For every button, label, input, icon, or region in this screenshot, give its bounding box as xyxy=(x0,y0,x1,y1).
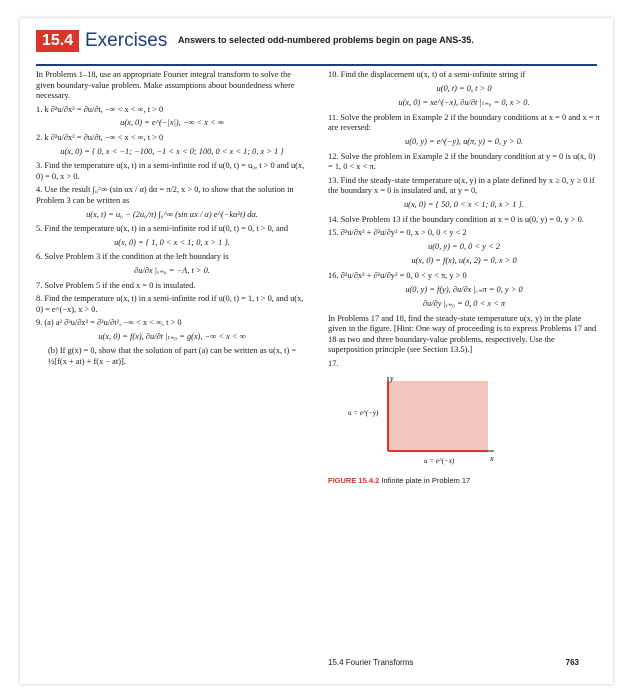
problem-10-boundary: u(0, t) = 0, t > 0 xyxy=(436,83,492,93)
problem-12: 12. Solve the problem in Example 2 if the boundary condition at y = 0 is u(x, 0) = 1, 0 < x < π. xyxy=(328,151,596,172)
problem-16-bc1: u(0, y) = f(y), ∂u/∂x |ₓ₌π = 0, y > 0 xyxy=(405,284,523,294)
problem-15-bc1: u(0, y) = 0, 0 < y < 2 xyxy=(428,241,500,251)
problem-1-initial-condition: u(x, 0) = e^(−|x|), −∞ < x < ∞ xyxy=(120,118,224,128)
problem-15-bc2: u(x, 0) = f(x), u(x, 2) = 0, x > 0 xyxy=(411,256,517,266)
right-column xyxy=(328,70,600,494)
problem-3: 3. Find the temperature u(x, t) in a semi-infinite rod if u(0, t) = u₀, t > 0 and u(x, 0) = 0, x > 0. xyxy=(36,161,305,181)
section-number-badge: 15.4 xyxy=(36,30,79,52)
problem-14: 14. Solve Problem 13 if the boundary condition at x = 0 is u(0, y) = 0, y > 0. xyxy=(328,214,584,224)
page-number: 763 xyxy=(565,658,579,667)
y-axis-label: y xyxy=(390,373,394,383)
answers-note: Answers to selected odd-numbered problems begin on page ANS-35. xyxy=(178,35,474,45)
figure-caption-label: FIGURE 15.4.2 xyxy=(328,476,380,486)
problem-4-equation: u(x, t) = u₀ − (2u₀/π) ∫₀^∞ (sin αx / α) e^(−kα²t) dα. xyxy=(86,209,258,219)
plate-region xyxy=(388,381,488,451)
figure-caption xyxy=(328,476,600,487)
problem-10-initial: u(x, 0) = xe^(−x), ∂u/∂t |ₜ₌₀ = 0, x > 0. xyxy=(398,98,530,108)
textbook-page xyxy=(20,18,613,684)
section-title: Exercises xyxy=(85,30,168,51)
problem-13: 13. Find the steady-state temperature u(x, y) in a plate defined by x ≥ 0, y ≥ 0 if the boundary x = 0 is insulated and, at y = 0, xyxy=(328,175,595,196)
problem-9b: (b) If g(x) = 0, show that the solution of part (a) can be written as u(x, t) = ½[f(x + at) + f(x − at)]. xyxy=(48,346,297,367)
problem-10: 10. Find the displacement u(x, t) of a semi-infinite string if xyxy=(328,70,526,79)
problems-17-18-intro: In Problems 17 and 18, find the steady-state temperature u(x, y) in the plate given in the figure. [Hint: One way of proceeding is to express Problems 17 and 18 as two and three boundary-value problems, respectively. Use the superposition principle (see Section 13.5).] xyxy=(328,313,597,355)
problem-11: 11. Solve the problem in Example 2 if the boundary conditions at x = 0 and x = π are reversed: xyxy=(328,112,600,133)
plate-diagram xyxy=(348,373,498,469)
problem-5: 5. Find the temperature u(x, t) in a semi-infinite rod if u(0, t) = 0, t > 0, and xyxy=(36,224,289,234)
figure-caption-text: Infinite plate in Problem 17 xyxy=(381,476,471,486)
problem-9a-conditions: u(x, 0) = f(x), ∂u/∂t |ₜ₌₀ = g(x), −∞ < x < ∞ xyxy=(98,331,246,341)
problem-6: 6. Solve Problem 3 if the condition at the left boundary is xyxy=(36,252,229,262)
problem-6-boundary-condition: ∂u/∂x |ₓ₌₀ = −A, t > 0. xyxy=(134,265,210,275)
problem-16-equation: 16. ∂²u/∂x² + ∂²u/∂y² = 0, 0 < y < π, y > 0 xyxy=(328,270,467,280)
problem-13-condition: u(x, 0) = { 50, 0 < x < 1; 0, x > 1 }. xyxy=(403,199,524,209)
problem-1-equation: 1. k ∂²u/∂x² = ∂u/∂t, −∞ < x < ∞, t > 0 xyxy=(36,104,164,114)
problem-2-equation: 2. k ∂²u/∂x² = ∂u/∂t, −∞ < x < ∞, t > 0 xyxy=(36,132,164,142)
footer-section: 15.4 Fourier Transforms xyxy=(328,658,414,667)
intro-text: In Problems 1–18, use an appropriate Fourier integral transform to solve the given boundary-value problem. Make assumptions about boundedness where necessary. xyxy=(36,70,295,101)
problem-4: 4. Use the result ∫₀^∞ (sin αx / α) dα = π/2, x > 0, to show that the solution in Problem 3 can be written as xyxy=(36,185,294,205)
problem-15-equation: 15. ∂²u/∂x² + ∂²u/∂y² = 0, x > 0, 0 < y < 2 xyxy=(328,228,467,238)
section-header xyxy=(20,28,613,56)
problem-7: 7. Solve Problem 5 if the end x = 0 is insulated. xyxy=(36,280,196,290)
problem-11-conditions: u(0, y) = e^(−y), u(π, y) = 0, y > 0. xyxy=(405,136,523,146)
problem-9a: 9. (a) a² ∂²u/∂x² = ∂²u/∂t², −∞ < x < ∞, t > 0 xyxy=(36,318,182,328)
bottom-boundary-label: u = e^(−x) xyxy=(424,456,455,465)
problem-17-label: 17. xyxy=(328,359,339,369)
left-column xyxy=(36,70,308,371)
x-axis-label: x xyxy=(490,453,494,463)
problem-8: 8. Find the temperature u(x, t) in a semi-infinite rod if u(0, t) = 1, t > 0, and u(x, 0) = e^(−x), x > 0. xyxy=(36,294,304,314)
problem-2-initial-condition: u(x, 0) = { 0, x < −1; −100, −1 < x < 0; 100, 0 < x < 1; 0, x > 1 } xyxy=(60,146,284,156)
left-boundary-label: u = e^(−y) xyxy=(348,408,379,417)
header-rule xyxy=(36,64,597,66)
infinite-plate-figure xyxy=(348,373,498,469)
problem-16-bc2: ∂u/∂y |ᵧ₌₀ = 0, 0 < x < π xyxy=(422,299,506,309)
problem-5-initial-condition: u(x, 0) = { 1, 0 < x < 1; 0, x > 1 }. xyxy=(114,237,230,247)
